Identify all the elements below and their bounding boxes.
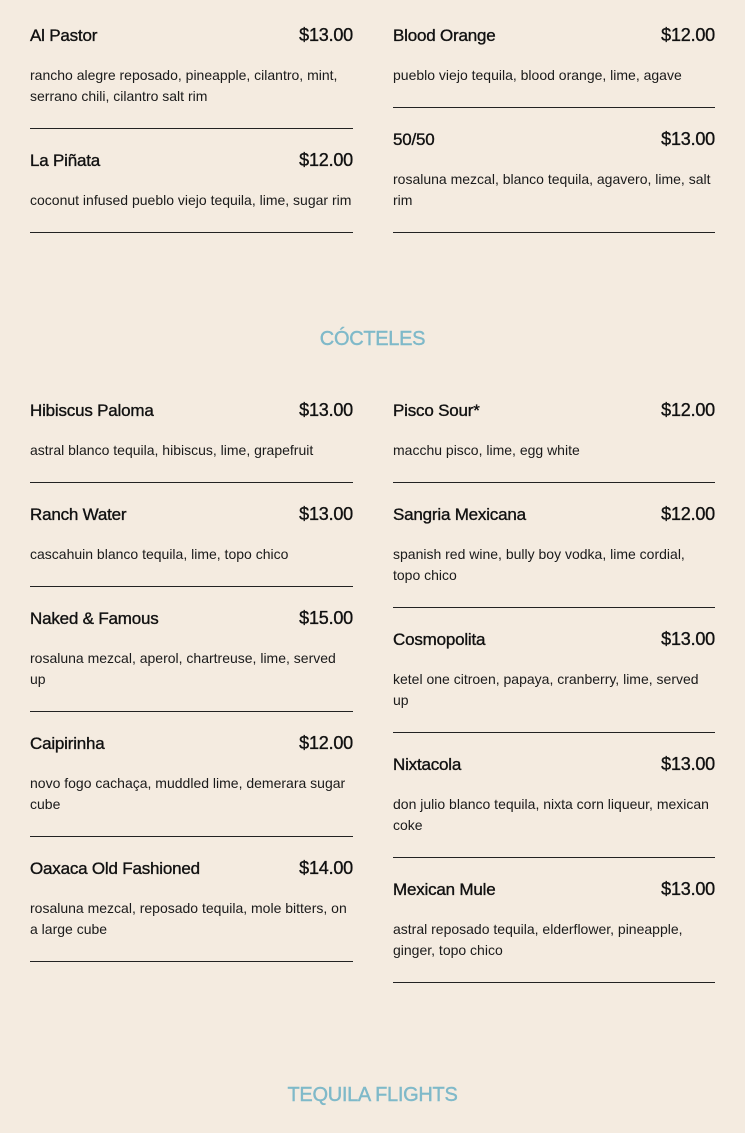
item-price: $14.00 [299, 858, 353, 878]
item-price: $13.00 [299, 504, 353, 524]
menu-item [393, 400, 715, 483]
item-name: La Piñata [30, 151, 101, 170]
item-name: Al Pastor [30, 26, 98, 45]
item-header [30, 858, 353, 880]
item-price: $13.00 [299, 25, 353, 45]
item-name: Ranch Water [30, 505, 127, 524]
section-title-tequila-flights: TEQUILA FLIGHTS [287, 1084, 458, 1106]
menu-item [30, 25, 353, 129]
menu-item [393, 129, 715, 233]
menu-item [30, 150, 353, 233]
item-header [30, 733, 353, 755]
item-description: spanish red wine, bully boy vodka, lime cordial, topo chico [393, 546, 685, 583]
item-price: $13.00 [661, 754, 715, 774]
menu-item [393, 754, 715, 858]
item-description: coconut infused pueblo viejo tequila, lime, sugar rim [30, 192, 352, 208]
item-name: Cosmopolita [393, 630, 486, 649]
item-header [30, 400, 353, 422]
item-description: rancho alegre reposado, pineapple, cilantro, mint, serrano chili, cilantro salt rim [30, 67, 338, 104]
item-description: ketel one citroen, papaya, cranberry, lime, served up [393, 671, 699, 708]
item-description: macchu pisco, lime, egg white [393, 442, 580, 458]
item-header [393, 754, 715, 776]
menu-item [30, 504, 353, 587]
item-name: Oaxaca Old Fashioned [30, 859, 200, 878]
item-price: $12.00 [661, 25, 715, 45]
item-header [393, 129, 715, 151]
item-header [393, 400, 715, 422]
item-price: $15.00 [299, 608, 353, 628]
top-menu-section [30, 25, 715, 254]
menu-item [30, 400, 353, 483]
item-header [30, 504, 353, 526]
item-price: $13.00 [661, 879, 715, 899]
item-header [30, 150, 353, 172]
item-header [393, 879, 715, 901]
item-name: Nixtacola [393, 755, 462, 774]
item-price: $12.00 [661, 504, 715, 524]
item-name: Mexican Mule [393, 880, 496, 899]
item-header [30, 25, 353, 47]
menu-item [393, 879, 715, 983]
menu-item [393, 25, 715, 108]
item-description: cascahuin blanco tequila, lime, topo chico [30, 546, 289, 562]
item-name: Caipirinha [30, 734, 105, 753]
item-price: $12.00 [661, 400, 715, 420]
item-header [393, 629, 715, 651]
menu-item [393, 504, 715, 608]
item-price: $12.00 [299, 733, 353, 753]
menu-item [30, 858, 353, 962]
item-price: $13.00 [299, 400, 353, 420]
section-title-cocteles: CÓCTELES [319, 328, 426, 350]
menu-item [393, 629, 715, 733]
menu-item [30, 608, 353, 712]
item-description: novo fogo cachaça, muddled lime, demerara sugar cube [30, 775, 346, 812]
item-price: $13.00 [661, 129, 715, 149]
item-name: Naked & Famous [30, 609, 159, 628]
item-header [30, 608, 353, 630]
top-right-column [393, 25, 715, 254]
item-description: astral blanco tequila, hibiscus, lime, grapefruit [30, 442, 314, 458]
item-name: Blood Orange [393, 26, 496, 45]
item-header [393, 504, 715, 526]
item-price: $13.00 [661, 629, 715, 649]
item-description: pueblo viejo tequila, blood orange, lime, agave [393, 67, 682, 83]
item-name: Hibiscus Paloma [30, 401, 154, 420]
item-price: $12.00 [299, 150, 353, 170]
item-description: don julio blanco tequila, nixta corn liqueur, mexican coke [393, 796, 709, 833]
item-description: astral reposado tequila, elderflower, pineapple, ginger, topo chico [393, 921, 683, 958]
item-name: Pisco Sour* [393, 401, 480, 420]
item-header [393, 25, 715, 47]
item-description: rosaluna mezcal, blanco tequila, agavero, lime, salt rim [393, 171, 711, 208]
menu-item [30, 733, 353, 837]
cocteles-right-column [393, 400, 715, 1004]
cocteles-left-column [30, 400, 353, 1004]
cocteles-section [30, 400, 715, 1004]
item-description: rosaluna mezcal, aperol, chartreuse, lime, served up [30, 650, 336, 687]
item-description: rosaluna mezcal, reposado tequila, mole bitters, on a large cube [30, 900, 347, 937]
top-left-column [30, 25, 353, 254]
item-name: Sangria Mexicana [393, 505, 526, 524]
item-name: 50/50 [393, 130, 435, 149]
